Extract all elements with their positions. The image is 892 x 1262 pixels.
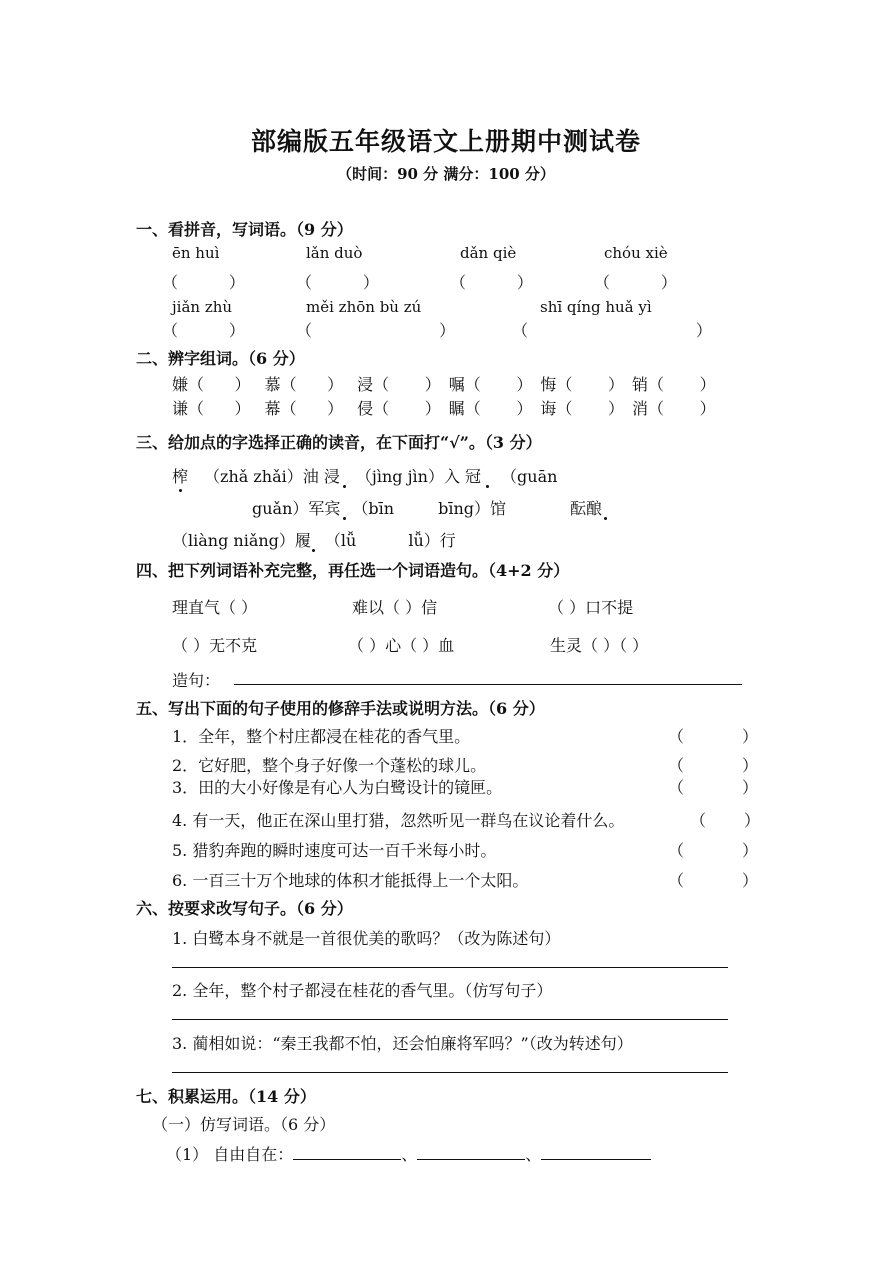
imitation-question-1: （1） 自由自在： 、 、 xyxy=(166,1142,651,1165)
char-8: 幕 xyxy=(264,399,281,418)
reading-seg-5: （bīn xyxy=(352,499,395,518)
rewrite-answer-line-2[interactable] xyxy=(172,1019,728,1020)
rewrite-item-2: 2. 全年，整个村子都浸在桂花的香气里。（仿写句子） xyxy=(172,981,553,1000)
section-4-heading: 四、把下列词语补充完整，再任选一个词语造句。（4+2 分） xyxy=(136,561,570,580)
reading-seg-4: guǎn）军宾 xyxy=(252,499,341,518)
page-subtitle: （时间：90 分 满分：100 分） xyxy=(337,165,555,183)
sentence-label: 造句： xyxy=(172,671,221,690)
reading-line-1 xyxy=(172,464,557,487)
answer-box-5[interactable]: （ ） xyxy=(162,321,245,340)
rhetoric-answer-2[interactable]: （ ） xyxy=(668,756,759,775)
pinyin-2: lǎn duò xyxy=(306,244,363,262)
idiom-3[interactable]: （ ）口不提 xyxy=(548,598,634,617)
reading-seg-8: （liàng niǎng）履 xyxy=(172,531,311,550)
blank-2[interactable] xyxy=(417,1145,525,1160)
reading-line-2 xyxy=(252,496,608,519)
answer-box-3[interactable]: （ ） xyxy=(450,273,533,292)
reading-line-3 xyxy=(172,528,456,551)
char-3: 浸 xyxy=(357,375,374,394)
pinyin-1: ēn huì xyxy=(172,244,220,262)
char-9: 侵 xyxy=(357,399,374,418)
answer-box-7[interactable]: （ ） xyxy=(512,321,712,340)
rewrite-answer-line-1[interactable] xyxy=(172,967,728,968)
blank-3[interactable] xyxy=(541,1145,651,1160)
rhetoric-item-6: 6. 一百三十万个地球的体积才能抵得上一个太阳。 xyxy=(172,871,529,890)
pinyin-5: jiǎn zhù xyxy=(172,298,233,316)
rewrite-item-1: 1. 白鹭本身不就是一首很优美的歌吗？（改为陈述句） xyxy=(172,929,561,948)
char-1: 嫌 xyxy=(172,375,189,394)
pinyin-4: chóu xiè xyxy=(604,244,668,262)
rhetoric-answer-4[interactable]: （ ） xyxy=(690,811,761,830)
section-7-heading: 七、积累运用。（14 分） xyxy=(136,1087,316,1106)
idiom-6[interactable]: 生灵（ ）（ ） xyxy=(550,636,649,655)
blank-1[interactable] xyxy=(293,1145,401,1160)
char-7: 谦 xyxy=(172,399,189,418)
char-4: 嘱 xyxy=(448,375,465,394)
reading-seg-2: （jìng jìn）入 冠 xyxy=(355,467,482,486)
idiom-5[interactable]: （ ）心（ ）血 xyxy=(348,636,455,655)
rhetoric-answer-6[interactable]: （ ） xyxy=(668,871,759,890)
page-title: 部编版五年级语文上册期中测试卷 xyxy=(250,127,641,156)
subsection-7-1-heading: （一）仿写词语。（6 分） xyxy=(152,1115,336,1134)
char-12: 消 xyxy=(631,399,648,418)
pinyin-3: dǎn qiè xyxy=(460,244,517,262)
rhetoric-answer-5[interactable]: （ ） xyxy=(668,841,759,860)
char-11: 诲 xyxy=(540,399,557,418)
reading-seg-9: （lǚ xyxy=(324,531,357,550)
rhetoric-item-4: 4. 有一天，他正在深山里打猎，忽然听见一群鸟在议论着什么。 xyxy=(172,811,625,830)
rewrite-item-3: 3. 蔺相如说：“秦王我都不怕，还会怕廉将军吗？”（改为转述句） xyxy=(172,1034,633,1053)
section-2-heading: 二、辨字组词。（6 分） xyxy=(136,349,305,368)
char-6: 销 xyxy=(631,375,648,394)
answer-box-6[interactable]: （ ） xyxy=(296,321,456,340)
idiom-2[interactable]: 难以（ ）信 xyxy=(352,598,438,617)
char-10: 瞩 xyxy=(448,399,465,418)
pinyin-6: měi zhōn bù zú xyxy=(306,298,422,316)
rhetoric-item-3: 3．田的大小好像是有心人为白鹭设计的镜匣。 xyxy=(172,778,503,797)
rhetoric-answer-3[interactable]: （ ） xyxy=(668,778,759,797)
answer-box-1[interactable]: （ ） xyxy=(162,273,245,292)
rhetoric-item-2: 2．它好肥，整个身子好像一个蓬松的球儿。 xyxy=(172,756,487,775)
imitation-label: （1） 自由自在： xyxy=(166,1145,294,1164)
rhetoric-answer-1[interactable]: （ ） xyxy=(668,727,759,746)
section-6-heading: 六、按要求改写句子。（6 分） xyxy=(136,899,353,918)
sentence-answer-line[interactable] xyxy=(234,684,742,685)
char-row-2: 谦（ ） 幕（ ） 侵（ ） 瞩（ ） 诲（ ） 消（ ） xyxy=(172,399,716,418)
idiom-4[interactable]: （ ）无不克 xyxy=(172,636,258,655)
rhetoric-item-5: 5. 猎豹奔跑的瞬时速度可达一百千米每小时。 xyxy=(172,841,497,860)
idiom-1[interactable]: 理直气（ ） xyxy=(172,598,258,617)
rewrite-answer-line-3[interactable] xyxy=(172,1072,728,1073)
reading-seg-3: （guān xyxy=(501,467,558,486)
char-2: 慕 xyxy=(264,375,281,394)
reading-seg-1: （zhǎ zhǎi）油 浸 xyxy=(204,467,340,486)
pinyin-7: shī qíng huǎ yì xyxy=(540,298,652,316)
reading-seg-7: 酝酿 xyxy=(570,499,603,518)
char-row-1: 嫌（ ） 慕（ ） 浸（ ） 嘱（ ） 悔（ ） 销（ ） xyxy=(172,375,716,394)
section-5-heading: 五、写出下面的句子使用的修辞手法或说明方法。（6 分） xyxy=(136,699,545,718)
reading-seg-6: bīng）馆 xyxy=(438,499,506,518)
answer-box-2[interactable]: （ ） xyxy=(296,273,379,292)
section-3-heading: 三、给加点的字选择正确的读音，在下面打“√”。（3 分） xyxy=(136,433,542,452)
reading-seg-10: lǚ）行 xyxy=(408,531,456,550)
section-1-heading: 一、看拼音，写词语。（9 分） xyxy=(136,220,353,239)
answer-box-4[interactable]: （ ） xyxy=(594,273,677,292)
char-5: 悔 xyxy=(540,375,557,394)
rhetoric-item-1: 1．全年，整个村庄都浸在桂花的香气里。 xyxy=(172,727,471,746)
dotted-char-1: 榨 xyxy=(172,467,189,486)
